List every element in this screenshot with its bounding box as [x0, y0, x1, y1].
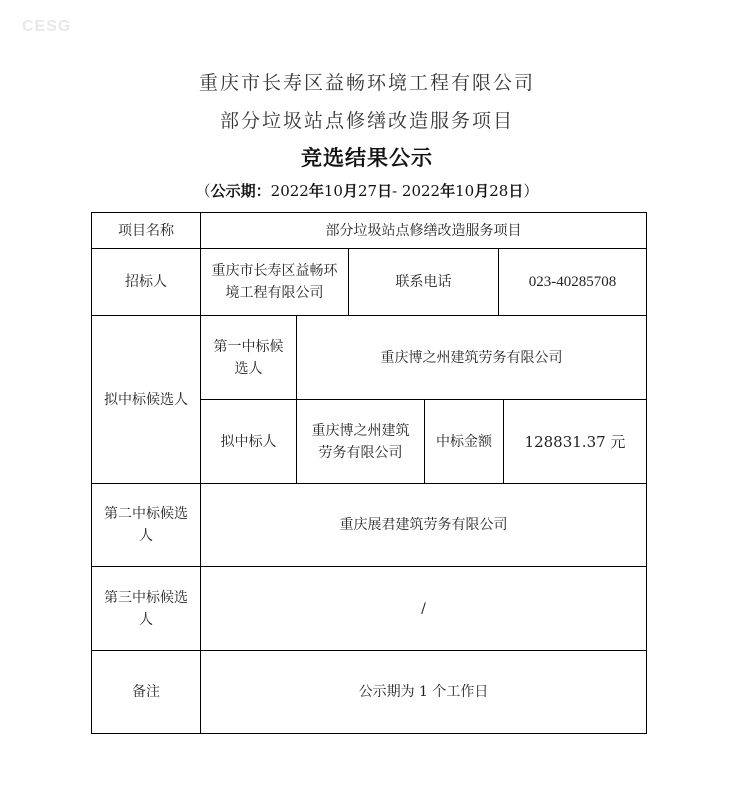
publicity-period: （公示期：2022年10月27日- 2022年10月28日） — [195, 182, 539, 200]
project-name-value: 部分垃圾站点修缮改造服务项目 — [325, 222, 522, 239]
phone-value: 023-40285708 — [528, 274, 617, 290]
page-title: 竞选结果公示 — [301, 145, 433, 170]
proposed-winner-label: 拟中标人 — [220, 433, 277, 450]
remarks-value: 公示期为 1 个工作日 — [358, 684, 489, 700]
first-candidate-value: 重庆博之州建筑劳务有限公司 — [380, 349, 563, 366]
third-candidate-value: / — [421, 600, 426, 617]
proposed-winner-value: 重庆博之州建筑劳务有限公司 — [311, 422, 410, 461]
second-candidate-value: 重庆展君建筑劳务有限公司 — [339, 517, 508, 533]
watermark-logo: CESG — [22, 18, 72, 35]
result-table — [91, 212, 647, 734]
project-title: 部分垃圾站点修缮改造服务项目 — [219, 110, 514, 132]
company-title: 重庆市长寿区益畅环境工程有限公司 — [198, 72, 535, 94]
remarks-label: 备注 — [132, 684, 160, 700]
tenderer-label: 招标人 — [125, 274, 167, 290]
bid-amount-label: 中标金额 — [436, 433, 492, 450]
bid-amount-value: 128831.37 元 — [524, 432, 626, 451]
tenderer-value: 重庆市长寿区益畅环境工程有限公司 — [211, 263, 338, 301]
third-candidate-label: 第三中标候选人 — [104, 589, 188, 628]
second-candidate-label: 第二中标候选人 — [104, 506, 188, 544]
project-name-label: 项目名称 — [118, 222, 174, 239]
first-candidate-label: 第一中标候选人 — [213, 338, 284, 377]
phone-label: 联系电话 — [395, 274, 452, 290]
candidate-group-label: 拟中标候选人 — [104, 391, 188, 408]
